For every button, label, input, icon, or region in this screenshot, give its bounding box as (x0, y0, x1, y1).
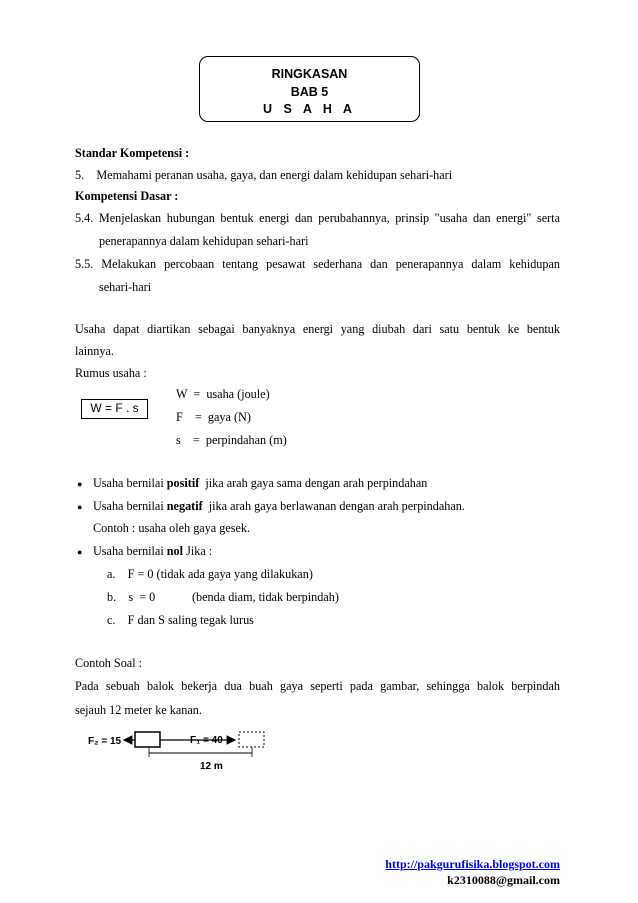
dashed-block-final (239, 732, 264, 747)
sub-item-b-2: (benda diam, tidak berpindah) (192, 590, 339, 604)
chapter-title-box (199, 56, 420, 122)
block (135, 732, 160, 747)
bullet-positif (93, 476, 427, 491)
force-diagram (80, 725, 280, 775)
bullet-nol-post: Jika : (183, 544, 213, 558)
intro-line-2: lainnya. (75, 344, 114, 358)
f1-label: F₁ = 40 (190, 735, 223, 746)
title-line-bab: BAB 5 (290, 84, 329, 99)
sub-item-c: c. F dan S saling tegak lurus (107, 613, 254, 627)
bullet-negatif (93, 499, 465, 514)
standar-heading: Standar Kompetensi : (75, 146, 190, 160)
sub-item-a: a. F = 0 (tidak ada gaya yang dilakukan) (107, 567, 313, 581)
kompetensi-item-1-line-2: penerapannya dalam kehidupan sehari-hari (99, 234, 309, 248)
footer-url[interactable]: http://pakgurufisika.blogspot.com (385, 857, 560, 871)
bullet-nol-bold: nol (166, 544, 184, 558)
kompetensi-item-1-line-1: 5.4. Menjelaskan hubungan bentuk energi dan perubahannya, prinsip "usaha dan energi" serta (75, 211, 560, 225)
kompetensi-heading: Kompetensi Dasar : (75, 189, 179, 203)
bullet-dot-3: ● (77, 547, 83, 557)
example-line-1: Pada sebuah balok bekerja dua buah gaya seperti pada gambar, sehingga balok berpindah (75, 679, 560, 693)
example-heading: Contoh Soal : (75, 656, 143, 670)
kompetensi-item-2-line-2: sehari-hari (99, 280, 152, 294)
bullet-positif-bold: positif (166, 476, 200, 490)
bullet-nol-pre: Usaha bernilai (93, 544, 167, 558)
def-s: s = perpindahan (m) (176, 433, 287, 447)
bullet-negatif-pre: Usaha bernilai (93, 499, 167, 513)
formula-box: W = F . s (81, 399, 148, 419)
bullet-nol (93, 544, 212, 559)
intro-line-1: Usaha dapat diartikan sebagai banyaknya energi yang diubah dari satu bentuk ke bentuk (75, 322, 560, 336)
def-f: F = gaya (N) (176, 410, 251, 424)
f2-label: F₂ = 15 (88, 736, 122, 747)
title-line-ringkasan: RINGKASAN (271, 67, 348, 81)
example-line-2: sejauh 12 meter ke kanan. (75, 703, 202, 717)
title-line-usaha: U S A H A (263, 102, 356, 116)
standar-item: 5. Memahami peranan usaha, gaya, dan energi dalam kehidupan sehari-hari (75, 168, 453, 182)
bullet-negatif-post: jika arah gaya berlawanan dengan arah perpindahan. (202, 499, 465, 513)
footer-email: k2310088@gmail.com (447, 873, 560, 887)
kompetensi-item-2-line-1: 5.5. Melakukan percobaan tentang pesawat sederhana dan penerapannya dalam kehidupan (75, 257, 560, 271)
bullet-dot-2: ● (77, 502, 83, 512)
bullet-positif-pre: Usaha bernilai (93, 476, 167, 490)
bullet-negatif-example: Contoh : usaha oleh gaya gesek. (93, 521, 251, 535)
distance-label: 12 m (200, 761, 223, 772)
sub-item-b-1: b. s = 0 (107, 590, 156, 604)
rumus-label: Rumus usaha : (75, 366, 147, 380)
bullet-dot-1: ● (77, 479, 83, 489)
bullet-positif-post: jika arah gaya sama dengan arah perpindahan (199, 476, 428, 490)
bullet-negatif-bold: negatif (166, 499, 203, 513)
def-w: W = usaha (joule) (176, 387, 270, 401)
